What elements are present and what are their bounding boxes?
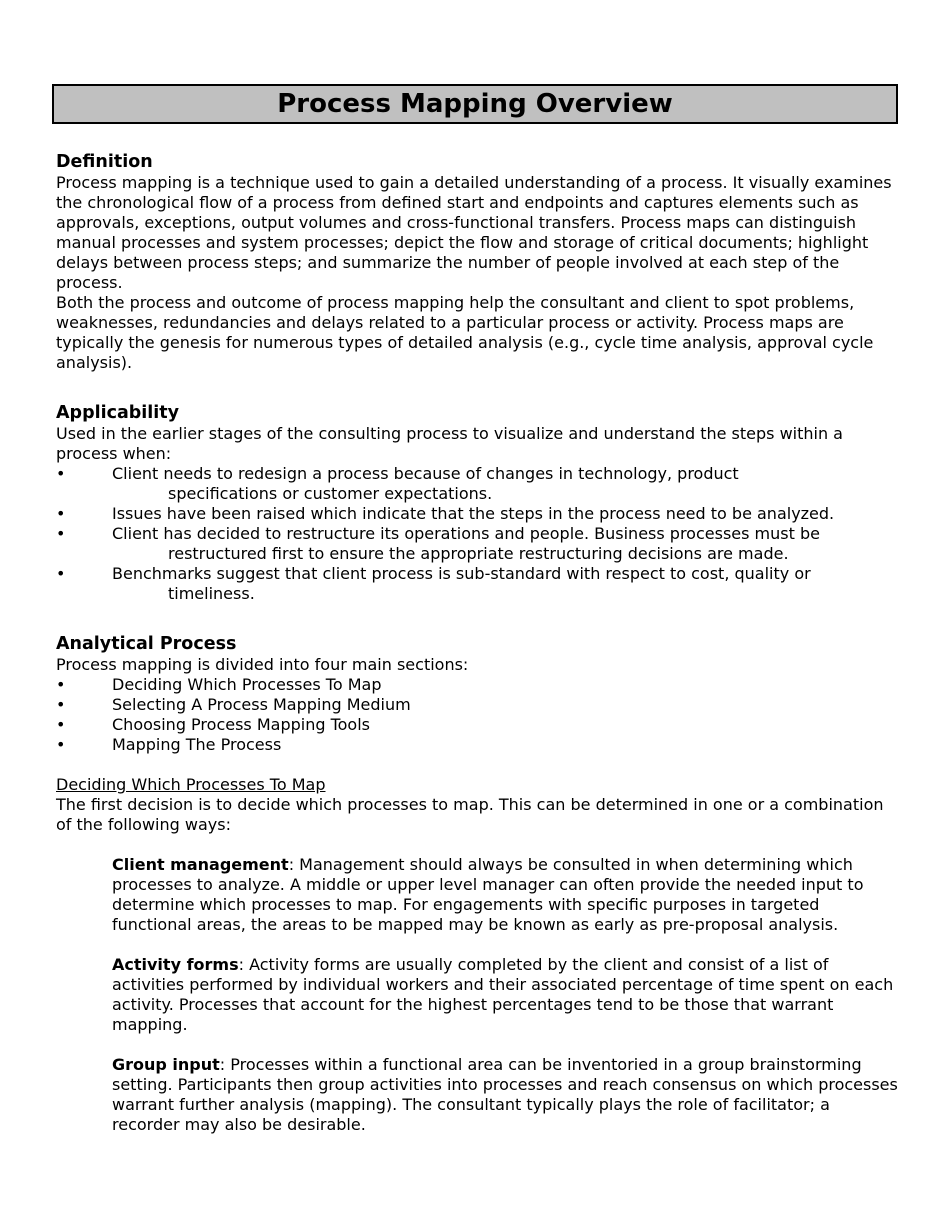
list-item bbox=[56, 564, 898, 604]
page-title: Process Mapping Overview bbox=[52, 84, 898, 124]
definition-paragraph-2: Both the process and outcome of process mapping help the consultant and client to spot problems, weaknesses, redundancies and delays related to a particular process or activity. Process maps are typically the genesis for numerous types of detailed analysis (e.g., cycle time analysis, approval cycle analysis). bbox=[56, 293, 874, 372]
bullet-icon: • bbox=[56, 504, 66, 523]
applicability-heading: Applicability bbox=[56, 403, 180, 423]
list-item-text: Client has decided to restructure its operations and people. Business processes must be bbox=[112, 524, 820, 543]
deciding-processes-subheading: Deciding Which Processes To Map bbox=[56, 775, 326, 794]
list-item bbox=[56, 675, 898, 695]
list-item-continuation: restructured first to ensure the appropriate restructuring decisions are made. bbox=[168, 544, 789, 563]
list-item bbox=[56, 464, 898, 504]
method-description: : Activity forms are usually completed by the client and consist of a list of activities performed by individual workers and their associated percentage of time spent on each activity. Processes that account for the highest percentages tend to be those that warrant mapping. bbox=[112, 955, 894, 1034]
bullet-icon: • bbox=[56, 564, 66, 583]
list-item-text: Mapping The Process bbox=[112, 735, 282, 754]
list-item bbox=[56, 524, 898, 564]
list-item-text: Issues have been raised which indicate that the steps in the process need to be analyzed. bbox=[112, 504, 835, 523]
definition-paragraph-1: Process mapping is a technique used to gain a detailed understanding of a process. It visually examines the chronological flow of a process from defined start and endpoints and captures elements such as approvals, exceptions, output volumes and cross-functional transfers. Process maps can distinguish manual processes and system processes; depict the flow and storage of critical documents; highlight delays between process steps; and summarize the number of people involved at each step of the process. bbox=[56, 173, 892, 292]
bullet-icon: • bbox=[56, 715, 66, 734]
method-client-management bbox=[112, 855, 898, 935]
list-item-text: Selecting A Process Mapping Medium bbox=[112, 695, 411, 714]
deciding-processes-intro: The first decision is to decide which processes to map. This can be determined in one or a combination of the following ways: bbox=[56, 795, 884, 834]
bullet-icon: • bbox=[56, 464, 66, 483]
method-activity-forms bbox=[112, 955, 898, 1035]
list-item bbox=[56, 735, 898, 755]
list-item-continuation: specifications or customer expectations. bbox=[168, 484, 493, 503]
method-description: : Processes within a functional area can be inventoried in a group brainstorming setting. Participants then group activities into processes and reach consensus on which processes warrant further analysis (mapping). The consultant typically plays the role of facilitator; a recorder may also be desirable. bbox=[112, 1055, 898, 1134]
analytical-sections-list bbox=[56, 675, 898, 755]
list-item-text: Choosing Process Mapping Tools bbox=[112, 715, 370, 734]
applicability-list bbox=[56, 464, 898, 604]
list-item bbox=[56, 504, 898, 524]
definition-heading: Definition bbox=[56, 152, 153, 172]
bullet-icon: • bbox=[56, 675, 66, 694]
method-term: Client management bbox=[112, 855, 289, 874]
list-item bbox=[56, 695, 898, 715]
bullet-icon: • bbox=[56, 524, 66, 543]
list-item-text: Client needs to redesign a process because of changes in technology, product bbox=[112, 464, 739, 483]
method-term: Activity forms bbox=[112, 955, 239, 974]
analytical-intro: Process mapping is divided into four main sections: bbox=[56, 655, 469, 674]
list-item-text: Benchmarks suggest that client process is sub-standard with respect to cost, quality or bbox=[112, 564, 811, 583]
list-item bbox=[56, 715, 898, 735]
analytical-process-heading: Analytical Process bbox=[56, 634, 237, 654]
method-term: Group input bbox=[112, 1055, 220, 1074]
method-description: : Management should always be consulted in when determining which processes to analyze. A middle or upper level manager can often provide the needed input to determine which processes to map. For engagements with specific purposes in targeted functional areas, the areas to be mapped may be known as early as pre-proposal analysis. bbox=[112, 855, 864, 934]
bullet-icon: • bbox=[56, 735, 66, 754]
document-page bbox=[56, 84, 898, 1135]
applicability-intro: Used in the earlier stages of the consulting process to visualize and understand the steps within a process when: bbox=[56, 424, 843, 463]
method-group-input bbox=[112, 1055, 898, 1135]
list-item-continuation: timeliness. bbox=[168, 584, 255, 603]
bullet-icon: • bbox=[56, 695, 66, 714]
list-item-text: Deciding Which Processes To Map bbox=[112, 675, 382, 694]
